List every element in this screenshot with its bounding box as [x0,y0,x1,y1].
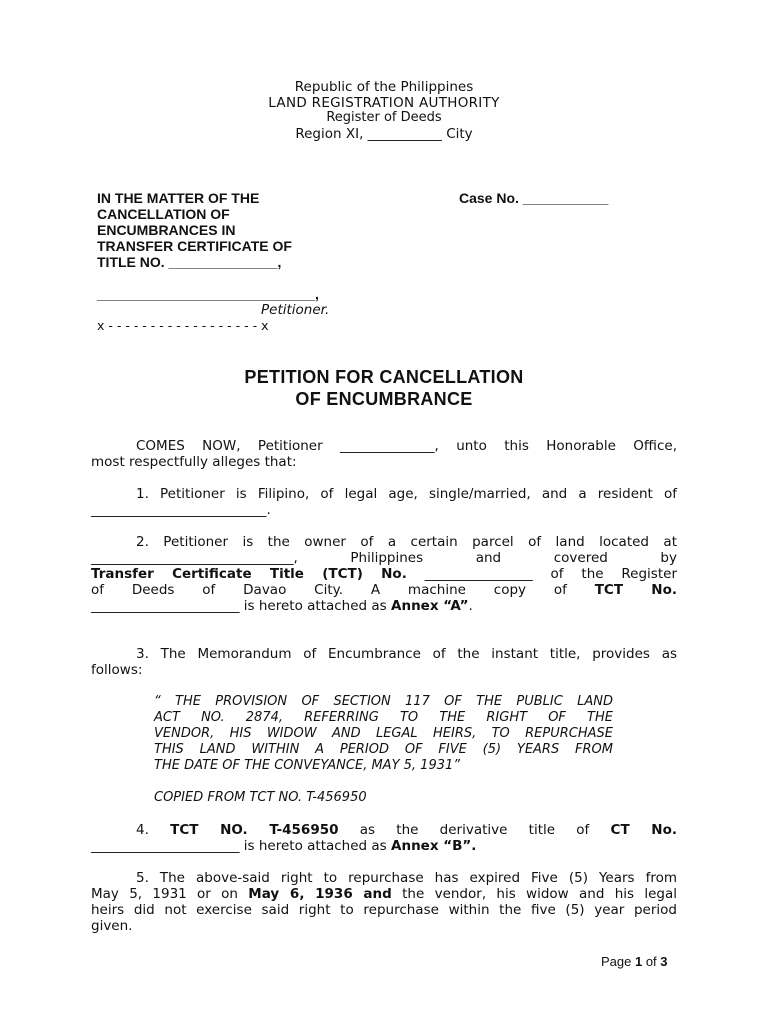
para3-line-2: follows: [91,662,143,678]
tct-no-label: TCT No. [594,582,677,598]
matter-line-2: CANCELLATION OF [97,206,230,222]
authority-line: LAND REGISTRATION AUTHORITY [268,95,500,111]
para1-line-2: __________________________. [91,502,271,518]
annex-a-label: Annex “A” [391,598,469,614]
para4-line-2-text: ______________________ is hereto attached as [91,838,392,854]
para5-line-4: given. [91,918,133,934]
para4-line-1 [136,822,677,838]
petition-title-line-1: PETITION FOR CANCELLATION [244,367,524,387]
tct-label: Transfer Certificate Title (TCT) No. [91,566,407,582]
intro-line-1: COMES NOW, Petitioner ______________, unto this Honorable Office, [136,438,677,454]
republic-line: Republic of the Philippines [294,79,474,95]
para2-line-3-rest: ________________ of the Register [406,566,677,582]
para5-line-2-rest: the vendor, his widow and his legal [391,886,677,902]
matter-line-1: IN THE MATTER OF THE [97,190,260,206]
copied-from-line: COPIED FROM TCT NO. T-456950 [154,790,367,805]
para2-line-2: ______________________________, Philippines and covered by [91,550,677,566]
para2-line-5-text: ______________________ is hereto attached as [91,598,392,614]
para2-line-1: 2. Petitioner is the owner of a certain parcel of land located at [136,534,677,550]
para5-line-2-text: May 5, 1931 or on [91,886,249,902]
para2-line-5-end: . [468,598,473,614]
para4-line-2 [91,838,476,854]
quote-line-3: VENDOR, HIS WIDOW AND LEGAL HEIRS, TO REPURCHASE [154,726,613,741]
petition-title-line-2: OF ENCUMBRANCE [295,389,473,409]
para2-line-4 [91,582,677,598]
page-word: Page [601,954,635,969]
petitioner-blank: ____________________________, [97,286,319,302]
caption-separator: x - - - - - - - - - - - - - - - - - - x [97,318,269,333]
page-indicator [601,954,668,970]
page-total: 3 [660,954,668,969]
intro-line-2: most respectfully alleges that: [91,454,297,470]
para4-line-1-mid: as the derivative title of [338,822,611,838]
expiry-date-bold: May 6, 1936 and [248,886,392,902]
register-line: Register of Deeds [326,110,442,125]
annex-b-label: Annex “B”. [391,838,477,854]
region-line: Region XI, ___________ City [295,126,473,142]
quote-line-5: THE DATE OF THE CONVEYANCE, MAY 5, 1931” [154,758,460,773]
quote-line-4: THIS LAND WITHIN A PERIOD OF FIVE (5) YEARS FROM [154,742,613,757]
matter-line-5: TITLE NO. ______________, [97,254,282,270]
quote-line-1: “ THE PROVISION OF SECTION 117 OF THE PUBLIC LAND [154,694,613,709]
matter-line-4: TRANSFER CERTIFICATE OF [97,238,292,254]
para5-line-2 [91,886,677,902]
page-number: 1 [634,954,643,969]
para4-number: 4. [136,822,171,838]
para2-line-3 [91,566,677,582]
of-word: of [642,954,661,969]
para3-line-1: 3. The Memorandum of Encumbrance of the instant title, provides as [136,646,677,662]
tct-number-bold: TCT NO. T-456950 [170,822,339,838]
petitioner-label: Petitioner. [261,302,330,318]
case-number: Case No. ___________ [459,190,609,206]
matter-line-3: ENCUMBRANCES IN [97,222,236,238]
quote-line-2: ACT NO. 2874, REFERRING TO THE RIGHT OF THE [154,710,613,725]
para5-line-1: 5. The above-said right to repurchase has expired Five (5) Years from [136,870,677,886]
ct-no-label: CT No. [610,822,677,838]
para2-line-4-text: of Deeds of Davao City. A machine copy of [91,582,595,598]
para1-line-1: 1. Petitioner is Filipino, of legal age, single/married, and a resident of [136,486,677,502]
para2-line-5 [91,598,473,614]
para5-line-3: heirs did not exercise said right to repurchase within the five (5) year period [91,902,677,918]
